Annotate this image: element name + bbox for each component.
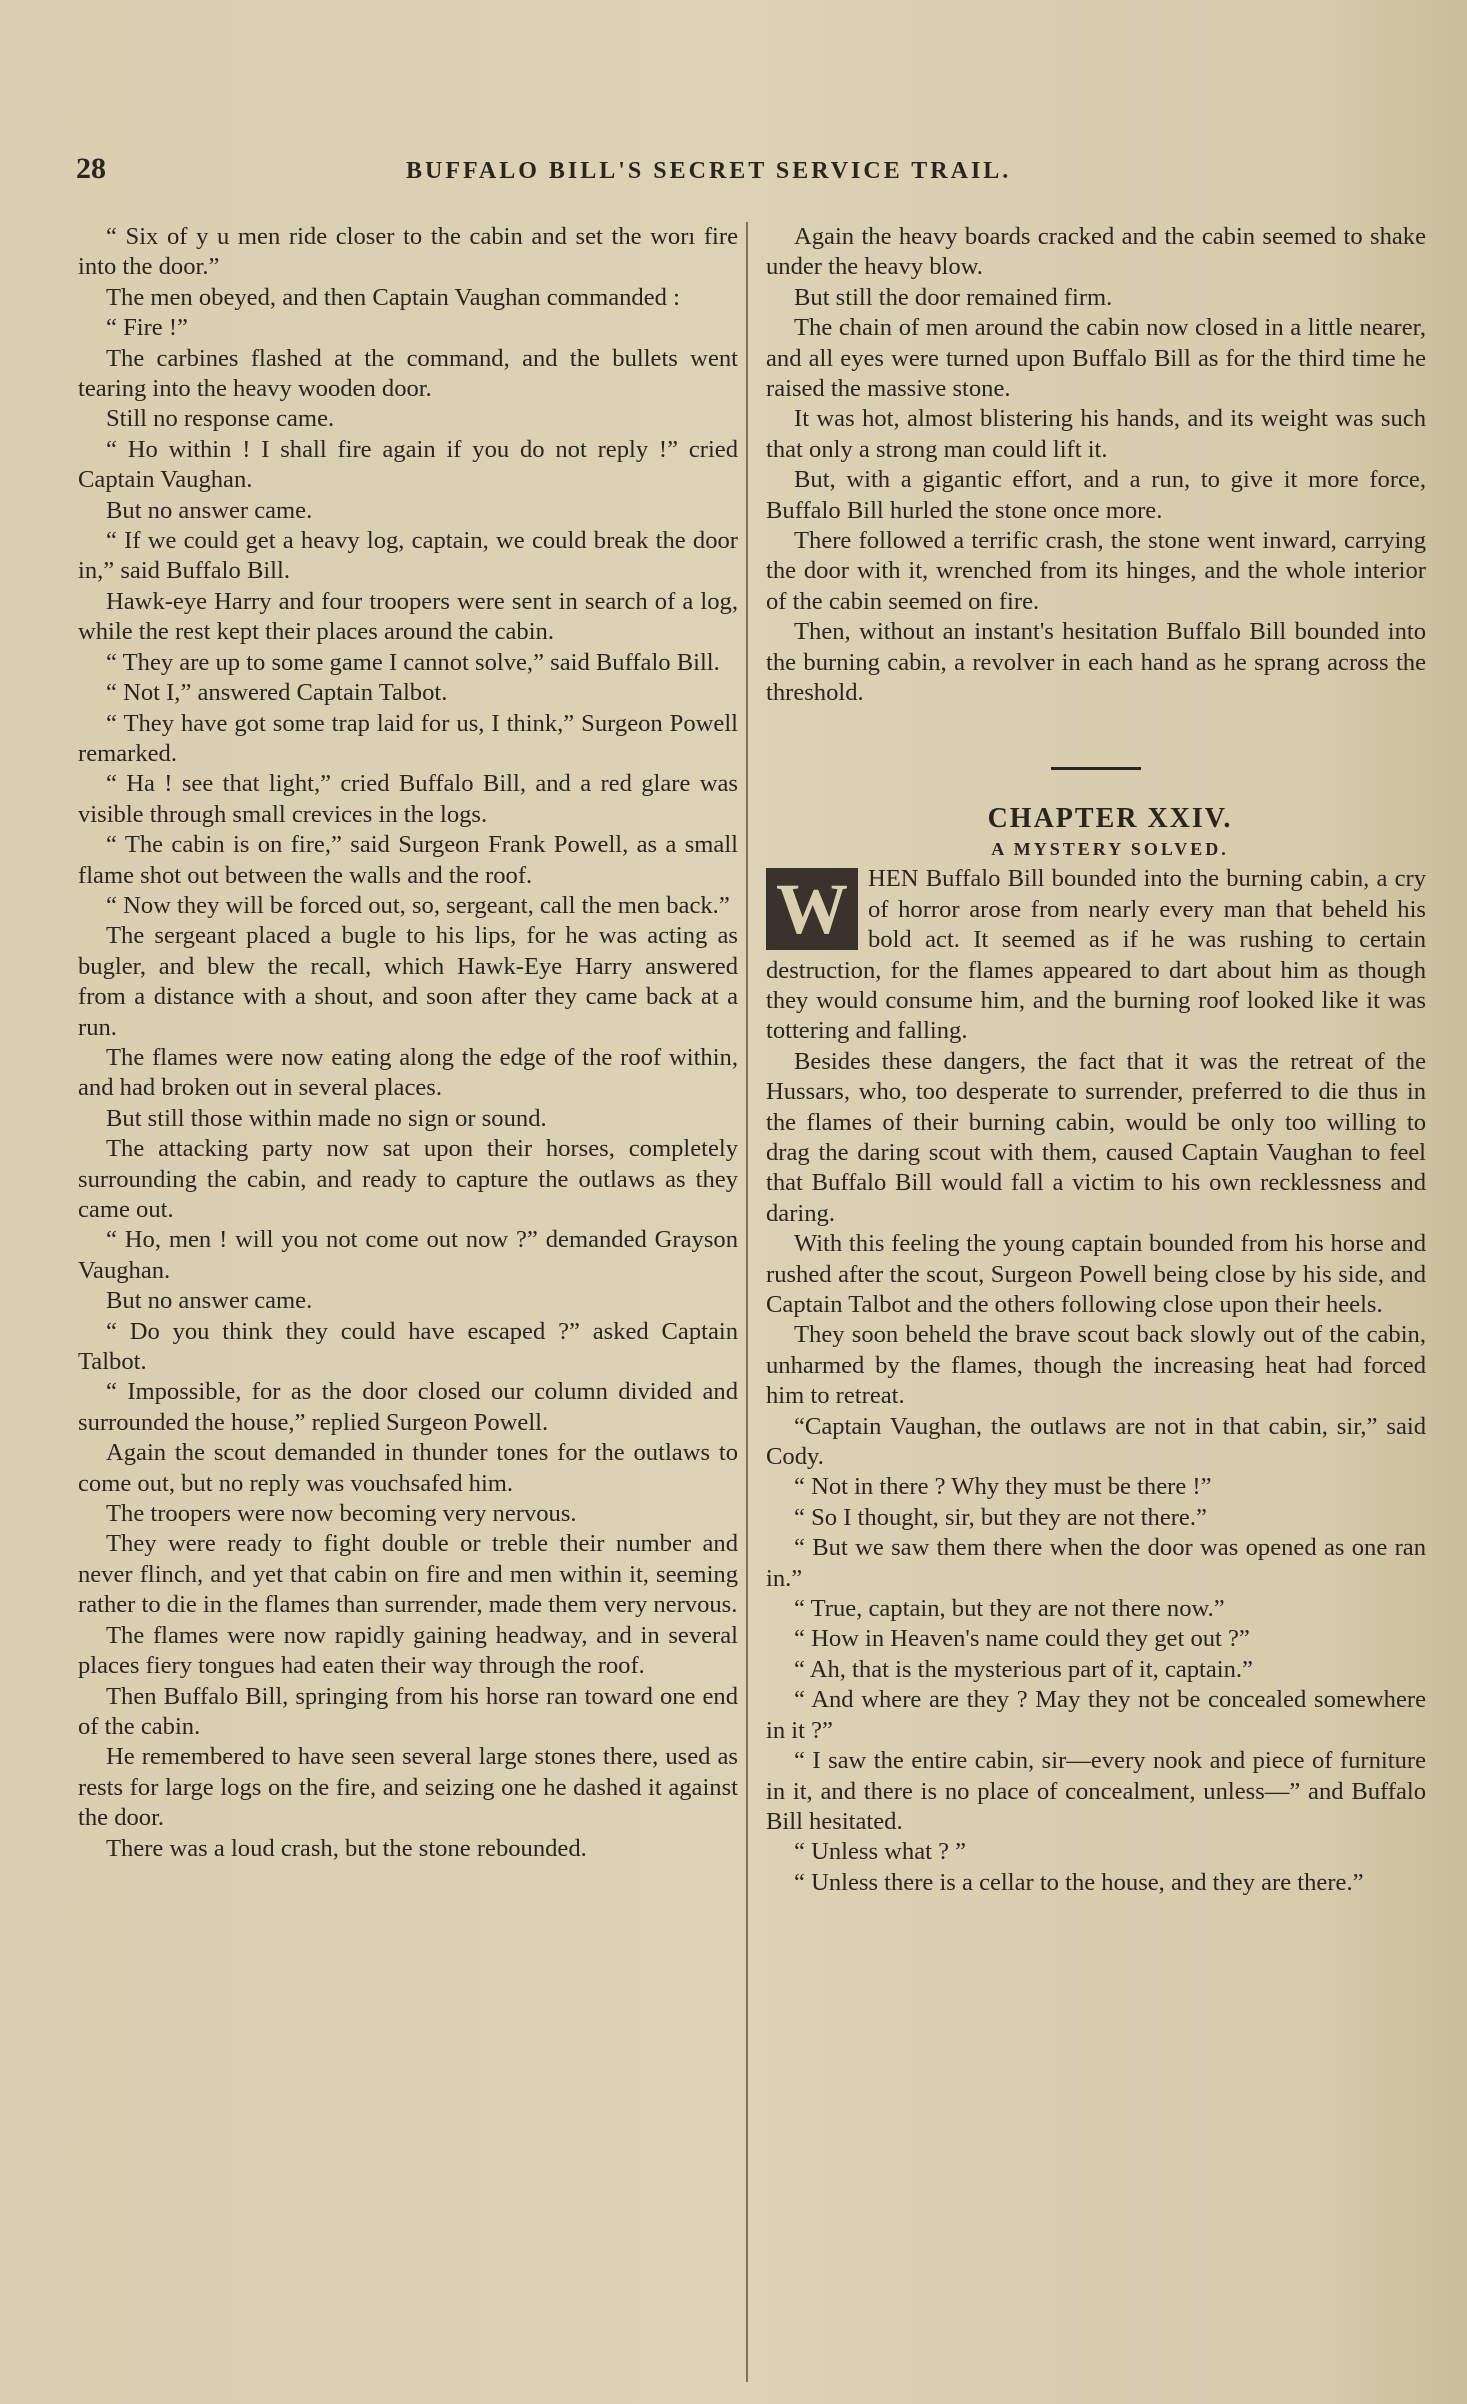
paragraph: “ True, captain, but they are not there now.” [794,1595,1225,1623]
right-column [766,222,1426,1898]
paragraph: “ So I thought, sir, but they are not there.” [794,1503,1207,1531]
paragraph: “ Ho within ! I shall fire again if you do not reply !” cried Captain Vaughan. [78,435,738,494]
first-paragraph: HEN Buffalo Bill bounded into the burning cabin, a cry of horror arose from nearly every man that beheld his bold act. It seemed as if he was rushing to certain destruction, for the flames appeared to dart about him as though they would consume him, and the burning roof looked like it was tottering and falling. [766,865,1426,1045]
paragraph: “ Ha ! see that light,” cried Buffalo Bill, and a red glare was visible through small crevices in the logs. [78,770,738,828]
paragraph: “ Do you think they could have escaped ?” asked Captain Talbot. [78,1317,738,1376]
paragraph: They soon beheld the brave scout back slowly out of the cabin, unharmed by the flames, though the increasing heat had forced him to retreat. [766,1321,1426,1410]
paragraph: “ And where are they ? May they not be concealed somewhere in it ?” [766,1686,1426,1744]
paragraph: “ Not in there ? Why they must be there !” [794,1473,1212,1501]
paragraph: “ Unless what ? ” [794,1838,967,1866]
paragraph: But still those within made no sign or sound. [106,1104,547,1132]
paragraph: “ I saw the entire cabin, sir—every nook and piece of furniture in it, and there is no place of concealment, unless—” and Buffalo Bill hesitated. [766,1747,1426,1835]
section-divider [1051,767,1141,770]
paragraph: But, with a gigantic effort, and a run, to give it more force, Buffalo Bill hurled the stone once more. [766,466,1426,524]
paragraph: “ They are up to some game I cannot solve,” said Buffalo Bill. [106,648,720,676]
chapter-title: CHAPTER XXIV. [987,802,1233,834]
page-header [76,152,1436,192]
paragraph: Then, without an instant's hesitation Buffalo Bill bounded into the burning cabin, a revolver in each hand as he sprang across the threshold. [766,618,1426,707]
paragraph: The flames were now eating along the edge of the roof within, and had broken out in several places. [78,1043,738,1102]
paragraph: The troopers were now becoming very nervous. [106,1500,577,1528]
paragraph: There was a loud crash, but the stone rebounded. [106,1834,587,1862]
paragraph: Then Buffalo Bill, springing from his horse ran toward one end of the cabin. [78,1682,738,1740]
paragraph: The men obeyed, and then Captain Vaughan commanded : [106,283,680,311]
paragraph: They were ready to fight double or treble their number and never flinch, and yet that cabin on fire and men within it, seeming rather to die in the flames than surrender, made them very nervous. [78,1530,738,1619]
paragraph: “ How in Heaven's name could they get out ?” [794,1625,1250,1653]
paragraph: But no answer came. [106,1287,313,1315]
paragraph: “ Six of y u men ride closer to the cabin and set the worı fire into the door.” [78,223,738,281]
chapter-subtitle: A MYSTERY SOLVED. [991,838,1229,859]
paragraph: He remembered to have seen several large stones there, used as rests for large logs on the fire, and seizing one he dashed it against the door. [78,1743,738,1832]
paragraph: But no answer came. [106,496,313,524]
paragraph: “ Ah, that is the mysterious part of it, captain.” [794,1655,1253,1683]
paragraph: Hawk-eye Harry and four troopers were sent in search of a log, while the rest kept their places around the cabin. [78,587,738,646]
paragraph: There followed a terrific crash, the stone went inward, carrying the door with it, wrenched from its hinges, and the whole interior of the cabin seemed on fire. [766,527,1426,615]
paragraph: Besides these dangers, the fact that it was the retreat of the Hussars, who, too desperate to surrender, preferred to die thus in the flames of their burning cabin, would be only too willing to drag the daring scout with them, caused Captain Vaughan to feel that Buffalo Bill would fall a victim to his own recklessness and daring. [766,1047,1426,1227]
paragraph: “ Ho, men ! will you not come out now ?” demanded Grayson Vaughan. [78,1226,738,1284]
paragraph: “Captain Vaughan, the outlaws are not in that cabin, sir,” said Cody. [766,1412,1426,1471]
paragraph: With this feeling the young captain bounded from his horse and rushed after the scout, Surgeon Powell being close by his side, and Captain Talbot and the others following close upon their heels. [766,1230,1426,1318]
paragraph: The attacking party now sat upon their horses, completely surrounding the cabin, and ready to capture the outlaws as they came out. [78,1135,738,1223]
paragraph: But still the door remained firm. [794,283,1113,311]
paragraph: It was hot, almost blistering his hands, and its weight was such that only a strong man could lift it. [766,405,1426,463]
paragraph: The sergeant placed a bugle to his lips, for he was acting as bugler, and blew the recall, which Hawk-Eye Harry answered from a distance with a shout, and soon after they came back at a run. [78,922,738,1041]
paragraph: “ Impossible, for as the door closed our column divided and surrounded the house,” replied Surgeon Powell. [78,1378,738,1436]
paragraph: “ Unless there is a cellar to the house, and they are there.” [794,1868,1364,1896]
paragraph: “ They have got some trap laid for us, I think,” Surgeon Powell remarked. [78,709,738,767]
paragraph: “ But we saw them there when the door was opened as one ran in.” [766,1534,1426,1592]
paragraph: “ Not I,” answered Captain Talbot. [106,679,448,707]
page-number: 28 [76,152,106,185]
paragraph: The flames were now rapidly gaining headway, and in several places fiery tongues had eaten their way through the roof. [78,1621,738,1680]
paragraph: The chain of men around the cabin now closed in a little nearer, and all eyes were turned upon Buffalo Bill as for the third time he raised the massive stone. [766,314,1426,403]
chapter-opening [766,864,1426,1046]
paragraph: “ Now they will be forced out, so, sergeant, call the men back.” [106,891,730,919]
drop-cap: W [766,868,858,950]
paragraph: “ If we could get a heavy log, captain, we could break the door in,” said Buffalo Bill. [78,527,738,585]
paragraph: “ Fire !” [106,314,188,342]
column-divider [746,222,748,2382]
paragraph: “ The cabin is on fire,” said Surgeon Frank Powell, as a small flame shot out between the walls and the roof. [78,831,738,889]
paragraph: The carbines flashed at the command, and the bullets went tearing into the heavy wooden door. [78,344,738,403]
left-column [78,222,738,1864]
paragraph: Still no response came. [106,405,335,433]
paragraph: Again the scout demanded in thunder tones for the outlaws to come out, but no reply was vouchsafed him. [78,1439,738,1497]
paragraph: Again the heavy boards cracked and the cabin seemed to shake under the heavy blow. [766,223,1426,281]
running-title: BUFFALO BILL'S SECRET SERVICE TRAIL. [406,158,1012,184]
